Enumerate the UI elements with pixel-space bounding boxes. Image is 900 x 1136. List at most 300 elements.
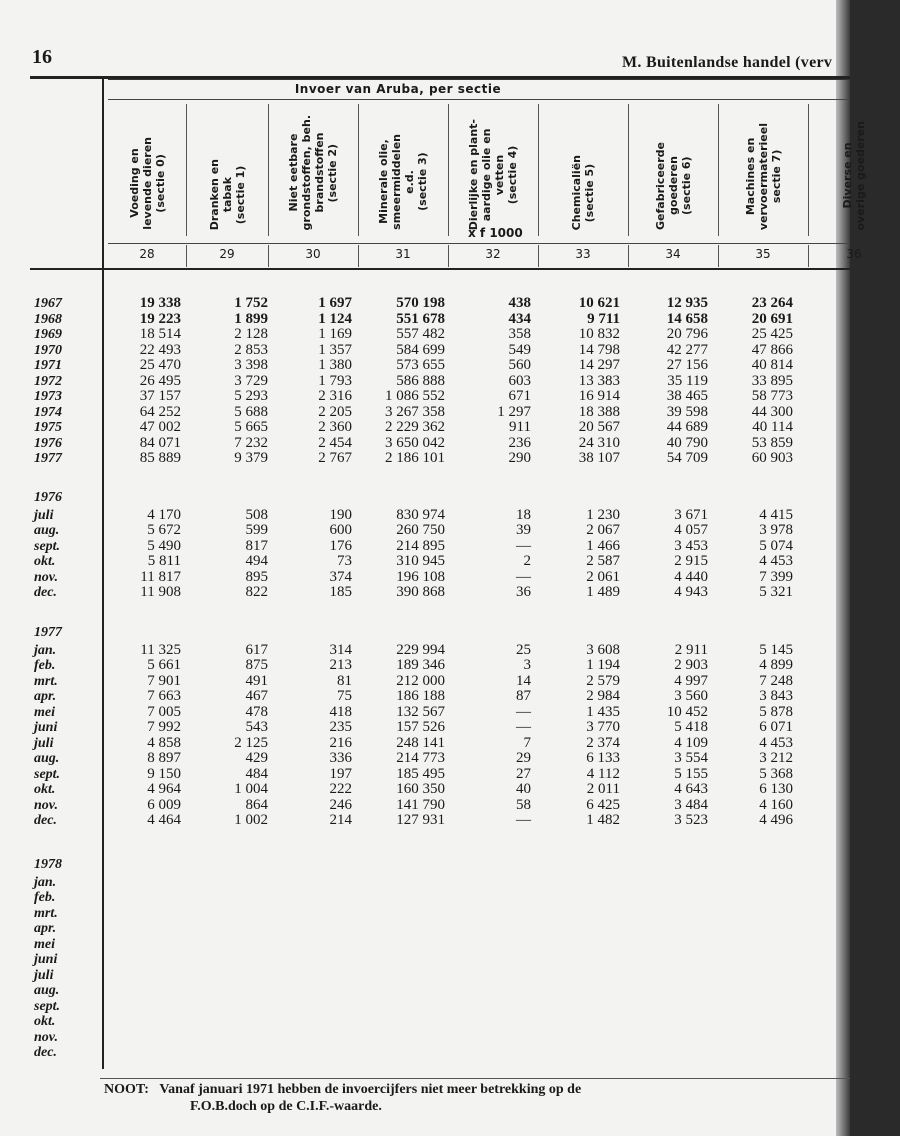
cell-col-30: 216 bbox=[329, 734, 352, 751]
cell-col-34: 4 440 bbox=[674, 568, 708, 585]
header-line: goederen bbox=[666, 156, 680, 216]
cell-col-32: 438 bbox=[508, 295, 531, 311]
cell-col-28: 11 817 bbox=[140, 568, 181, 585]
header-line: (sectie 1) bbox=[233, 165, 247, 224]
note-line-1 bbox=[104, 1082, 581, 1098]
header-line: (sectie 0) bbox=[153, 154, 167, 213]
cell-col-31: 248 141 bbox=[396, 734, 445, 751]
cell-col-34: 14 658 bbox=[666, 310, 708, 327]
row-label: sept. bbox=[34, 538, 61, 554]
cell-col-29: 1 002 bbox=[234, 812, 268, 828]
cell-col-34: 4 943 bbox=[674, 584, 708, 600]
cell-col-31: 573 655 bbox=[396, 357, 445, 373]
cell-col-35: 47 866 bbox=[751, 341, 793, 358]
cell-col-33: 2 374 bbox=[586, 734, 620, 751]
column-header-text bbox=[841, 121, 867, 231]
cell-col-31: 127 931 bbox=[396, 812, 445, 828]
cell-col-33: 1 482 bbox=[586, 812, 620, 828]
cell-col-32: 549 bbox=[508, 341, 531, 358]
cell-col-35: 53 859 bbox=[751, 434, 793, 451]
cell-col-30: 2 205 bbox=[318, 403, 352, 420]
cell-col-29: 494 bbox=[245, 553, 268, 569]
cell-col-35: 25 425 bbox=[751, 326, 793, 342]
cell-col-32: 40 bbox=[516, 781, 531, 797]
row-label: 1968 bbox=[34, 311, 62, 327]
header-top-line bbox=[108, 79, 850, 80]
cell-col-35: 3 212 bbox=[759, 750, 793, 766]
cell-col-28: 37 157 bbox=[139, 388, 181, 404]
cell-col-29: 2 128 bbox=[234, 326, 268, 342]
cell-col-33: 14 297 bbox=[578, 357, 620, 373]
column-divider bbox=[718, 104, 719, 236]
cell-col-31: 189 346 bbox=[396, 657, 445, 673]
cell-col-29: 2 853 bbox=[234, 341, 268, 358]
row-label: nov. bbox=[34, 797, 58, 813]
row-label: apr. bbox=[34, 689, 57, 704]
cell-col-31: 186 188 bbox=[396, 688, 445, 704]
cell-col-28: 6 009 bbox=[147, 796, 181, 813]
header-line: (sectie 3) bbox=[416, 152, 429, 212]
cell-col-30: 214 bbox=[329, 812, 352, 828]
cell-col-32: 3 bbox=[523, 657, 531, 673]
column-header-30 bbox=[268, 104, 358, 230]
header-line: overige goederen bbox=[854, 120, 867, 230]
cell-col-32: 358 bbox=[508, 326, 531, 342]
column-number-divider bbox=[358, 245, 359, 267]
cell-col-30: 176 bbox=[329, 537, 352, 554]
row-label: aug. bbox=[34, 523, 60, 538]
row-label: okt. bbox=[34, 782, 56, 797]
cell-col-33: 13 383 bbox=[578, 372, 620, 389]
cell-col-31: 185 495 bbox=[396, 765, 445, 782]
cell-col-28: 7 663 bbox=[147, 688, 181, 704]
cell-col-30: 190 bbox=[329, 506, 352, 523]
cell-col-32: 18 bbox=[516, 506, 531, 523]
cell-col-32: — bbox=[516, 812, 531, 828]
cell-col-32: 39 bbox=[516, 522, 531, 538]
cell-col-33: 1 489 bbox=[586, 584, 620, 600]
cell-col-29: 2 125 bbox=[234, 734, 268, 751]
row-label: sept. bbox=[34, 998, 61, 1014]
cell-col-30: 213 bbox=[329, 657, 352, 673]
cell-col-29: 467 bbox=[245, 688, 268, 704]
cell-col-31: 1 086 552 bbox=[385, 388, 445, 404]
cell-col-28: 47 002 bbox=[139, 419, 181, 435]
header-line: vervoermaterieel bbox=[756, 122, 770, 230]
cell-col-30: 1 793 bbox=[318, 372, 352, 389]
cell-col-31: 557 482 bbox=[396, 326, 445, 342]
cell-col-28: 4 964 bbox=[147, 781, 181, 797]
row-label: juli bbox=[34, 967, 54, 983]
column-divider bbox=[808, 104, 809, 236]
cell-col-32: 29 bbox=[516, 750, 531, 766]
cell-col-31: 229 994 bbox=[396, 641, 445, 658]
column-number-divider bbox=[186, 245, 187, 267]
row-label: dec. bbox=[34, 813, 57, 828]
header-line: Chemicaliën bbox=[570, 154, 583, 230]
cell-col-29: 429 bbox=[245, 750, 268, 766]
cell-col-29: 875 bbox=[245, 657, 268, 673]
header-line: sectie 7) bbox=[769, 149, 783, 204]
table-supertitle: Invoer van Aruba, per sectie bbox=[294, 82, 502, 96]
cell-col-34: 4 057 bbox=[674, 522, 708, 538]
cell-col-34: 42 277 bbox=[666, 341, 708, 358]
column-number-divider bbox=[718, 245, 719, 267]
cell-col-32: 603 bbox=[508, 372, 531, 389]
cell-col-33: 24 310 bbox=[578, 434, 620, 451]
cell-col-35: 5 878 bbox=[759, 703, 793, 720]
cell-col-33: 6 133 bbox=[586, 750, 620, 766]
column-divider bbox=[538, 104, 539, 236]
cell-col-33: 1 230 bbox=[586, 506, 620, 523]
cell-col-30: 235 bbox=[329, 719, 352, 735]
cell-col-34: 3 453 bbox=[674, 537, 708, 554]
cell-col-28: 84 071 bbox=[139, 434, 181, 451]
cell-col-32: 236 bbox=[508, 434, 531, 451]
row-label: sept. bbox=[34, 766, 61, 782]
cell-col-34: 44 689 bbox=[666, 419, 708, 435]
column-number-divider bbox=[628, 245, 629, 267]
cell-col-30: 314 bbox=[329, 641, 352, 658]
row-label: feb. bbox=[34, 890, 56, 905]
cell-col-31: 214 895 bbox=[396, 537, 445, 554]
cell-col-33: 2 067 bbox=[586, 522, 620, 538]
column-header-text bbox=[128, 137, 167, 230]
column-divider bbox=[448, 104, 449, 236]
cell-col-32: 671 bbox=[508, 388, 531, 404]
cell-col-29: 1 004 bbox=[234, 781, 268, 797]
cell-col-29: 599 bbox=[245, 522, 268, 538]
row-label: jan. bbox=[34, 642, 57, 658]
cell-col-28: 5 490 bbox=[147, 537, 181, 554]
cell-col-29: 1 899 bbox=[234, 310, 268, 327]
cell-col-30: 75 bbox=[337, 688, 352, 704]
cell-col-30: 1 697 bbox=[318, 295, 352, 311]
header-line: Machines en bbox=[743, 137, 757, 216]
cell-col-31: 390 868 bbox=[396, 584, 445, 600]
row-label: 1970 bbox=[34, 342, 62, 358]
cell-col-29: 864 bbox=[245, 796, 268, 813]
cell-col-33: 20 567 bbox=[578, 419, 620, 435]
cell-col-32: 36 bbox=[516, 584, 531, 600]
cell-col-29: 895 bbox=[245, 568, 268, 585]
cell-col-28: 19 338 bbox=[139, 295, 181, 311]
cell-col-34: 40 790 bbox=[666, 434, 708, 451]
column-number: 34 bbox=[665, 247, 681, 261]
cell-col-30: 185 bbox=[329, 584, 352, 600]
group-heading: 1976 bbox=[34, 490, 62, 505]
cell-col-32: 7 bbox=[523, 734, 531, 751]
cell-col-35: 5 321 bbox=[759, 584, 793, 600]
cell-col-32: — bbox=[516, 719, 531, 735]
cell-col-34: 39 598 bbox=[666, 403, 708, 420]
header-line: levende dieren bbox=[140, 137, 154, 230]
cell-col-28: 8 897 bbox=[147, 750, 181, 766]
cell-col-31: 132 567 bbox=[396, 703, 445, 720]
cell-col-28: 19 223 bbox=[139, 310, 181, 327]
cell-col-28: 18 514 bbox=[139, 326, 181, 342]
cell-col-34: 3 484 bbox=[674, 796, 708, 813]
column-divider bbox=[358, 104, 359, 236]
cell-col-28: 5 811 bbox=[147, 553, 181, 569]
column-header-text bbox=[377, 134, 429, 230]
cell-col-31: 157 526 bbox=[396, 719, 445, 735]
cell-col-28: 85 889 bbox=[139, 450, 181, 466]
column-number: 32 bbox=[485, 247, 501, 261]
cell-col-35: 20 691 bbox=[751, 310, 793, 327]
column-number-row-top bbox=[108, 243, 850, 244]
cell-col-34: 5 418 bbox=[674, 719, 708, 735]
cell-col-33: 3 770 bbox=[586, 719, 620, 735]
row-label: apr. bbox=[34, 921, 57, 936]
cell-col-34: 38 465 bbox=[666, 388, 708, 404]
row-label: juni bbox=[34, 720, 58, 735]
cell-col-34: 20 796 bbox=[666, 326, 708, 342]
cell-col-34: 2 911 bbox=[674, 641, 708, 658]
cell-col-31: 570 198 bbox=[396, 295, 445, 311]
cell-col-32: 911 bbox=[509, 419, 531, 435]
row-label: 1971 bbox=[34, 358, 62, 373]
cell-col-33: 2 579 bbox=[586, 672, 620, 689]
row-label: nov. bbox=[34, 1029, 58, 1045]
cell-col-29: 5 665 bbox=[234, 419, 268, 435]
cell-col-32: 25 bbox=[516, 641, 531, 658]
cell-col-32: 58 bbox=[516, 796, 531, 813]
header-line: grondstoffen, beh. bbox=[300, 114, 313, 230]
cell-col-31: 141 790 bbox=[396, 796, 445, 813]
row-label: mrt. bbox=[34, 905, 58, 921]
cell-col-33: 2 984 bbox=[586, 688, 620, 704]
cell-col-28: 26 495 bbox=[139, 372, 181, 389]
cell-col-29: 5 688 bbox=[234, 403, 268, 420]
cell-col-32: 2 bbox=[523, 553, 531, 569]
cell-col-30: 222 bbox=[329, 781, 352, 797]
row-label: 1972 bbox=[34, 373, 62, 389]
cell-col-30: 2 454 bbox=[318, 434, 352, 451]
page-number: 16 bbox=[32, 46, 52, 68]
cell-col-31: 160 350 bbox=[396, 781, 445, 797]
cell-col-34: 3 560 bbox=[674, 688, 708, 704]
cell-col-29: 617 bbox=[245, 641, 268, 658]
column-number: 35 bbox=[755, 247, 771, 261]
cell-col-30: 197 bbox=[329, 765, 352, 782]
cell-col-35: 7 248 bbox=[759, 672, 793, 689]
column-number-row-bottom bbox=[30, 268, 850, 270]
cell-col-33: 16 914 bbox=[578, 388, 620, 404]
header-line: (sectie 6) bbox=[679, 156, 693, 216]
cell-col-34: 2 915 bbox=[674, 553, 708, 569]
cell-col-35: 40 814 bbox=[751, 357, 793, 373]
cell-col-34: 54 709 bbox=[666, 450, 708, 466]
cell-col-29: 822 bbox=[245, 584, 268, 600]
cell-col-35: 5 145 bbox=[759, 641, 793, 658]
cell-col-34: 27 156 bbox=[666, 357, 708, 373]
cell-col-32: 87 bbox=[516, 688, 531, 704]
cell-col-31: 830 974 bbox=[396, 506, 445, 523]
cell-col-35: 4 453 bbox=[759, 734, 793, 751]
row-label: 1977 bbox=[34, 451, 62, 466]
cell-col-28: 64 252 bbox=[139, 403, 181, 420]
group-heading: 1977 bbox=[34, 625, 62, 640]
cell-col-32: — bbox=[516, 537, 531, 554]
cell-col-35: 4 899 bbox=[759, 657, 793, 673]
row-label: 1967 bbox=[34, 296, 62, 311]
column-header-33 bbox=[538, 104, 628, 230]
row-label: aug. bbox=[34, 983, 60, 998]
cell-col-34: 4 643 bbox=[674, 781, 708, 797]
table-bottom-line bbox=[100, 1078, 850, 1079]
cell-col-30: 1 380 bbox=[318, 357, 352, 373]
cell-col-30: 246 bbox=[329, 796, 352, 813]
cell-col-29: 484 bbox=[245, 765, 268, 782]
cell-col-28: 7 901 bbox=[147, 672, 181, 689]
page-title: M. Buitenlandse handel (verv bbox=[622, 54, 833, 71]
cell-col-31: 260 750 bbox=[396, 522, 445, 538]
unit-label: x f 1000 bbox=[468, 226, 523, 240]
column-divider bbox=[628, 104, 629, 236]
cell-col-29: 3 398 bbox=[234, 357, 268, 373]
column-number: 36 bbox=[846, 247, 862, 261]
column-header-text bbox=[570, 155, 596, 230]
cell-col-28: 11 325 bbox=[140, 641, 181, 658]
row-label: juli bbox=[34, 735, 54, 751]
cell-col-35: 3 843 bbox=[759, 688, 793, 704]
cell-col-34: 2 903 bbox=[674, 657, 708, 673]
cell-col-28: 4 170 bbox=[147, 506, 181, 523]
cell-col-31: 2 229 362 bbox=[385, 419, 445, 435]
column-header-text bbox=[287, 115, 339, 230]
cell-col-32: 27 bbox=[516, 765, 531, 782]
cell-col-32: 14 bbox=[516, 672, 531, 689]
cell-col-34: 3 554 bbox=[674, 750, 708, 766]
column-header-text bbox=[654, 142, 693, 230]
cell-col-33: 4 112 bbox=[586, 765, 620, 782]
column-divider bbox=[186, 104, 187, 236]
cell-col-31: 586 888 bbox=[396, 372, 445, 389]
cell-col-33: 18 388 bbox=[578, 403, 620, 420]
column-number-divider bbox=[448, 245, 449, 267]
cell-col-32: — bbox=[516, 703, 531, 720]
cell-col-32: 560 bbox=[508, 357, 531, 373]
cell-col-29: 508 bbox=[245, 506, 268, 523]
row-label: mei bbox=[34, 704, 55, 720]
cell-col-28: 25 470 bbox=[139, 357, 181, 373]
cell-col-35: 6 071 bbox=[759, 719, 793, 735]
cell-col-34: 4 109 bbox=[674, 734, 708, 751]
column-header-text bbox=[744, 123, 783, 230]
row-label: jan. bbox=[34, 874, 57, 890]
cell-col-28: 22 493 bbox=[139, 341, 181, 358]
column-number: 31 bbox=[395, 247, 411, 261]
cell-col-31: 3 267 358 bbox=[385, 403, 445, 420]
cell-col-32: 290 bbox=[508, 450, 531, 466]
cell-col-28: 7 005 bbox=[147, 703, 181, 720]
column-header-31 bbox=[358, 104, 448, 230]
row-label: juni bbox=[34, 952, 58, 967]
cell-col-33: 1 466 bbox=[586, 537, 620, 554]
column-header-34 bbox=[628, 104, 718, 230]
row-label: aug. bbox=[34, 751, 60, 766]
cell-col-30: 1 357 bbox=[318, 341, 352, 358]
cell-col-31: 3 650 042 bbox=[385, 434, 445, 451]
column-number: 29 bbox=[219, 247, 235, 261]
header-line: Diverse en bbox=[841, 142, 854, 209]
label-column-divider bbox=[102, 79, 104, 1069]
cell-col-30: 336 bbox=[329, 750, 352, 766]
column-header-29 bbox=[186, 104, 268, 230]
header-line: (sectie 2) bbox=[326, 142, 339, 202]
column-number: 30 bbox=[305, 247, 321, 261]
cell-col-29: 1 752 bbox=[234, 295, 268, 311]
cell-col-28: 11 908 bbox=[140, 584, 181, 600]
cell-col-30: 81 bbox=[337, 672, 352, 689]
cell-col-35: 40 114 bbox=[752, 419, 793, 435]
cell-col-30: 600 bbox=[329, 522, 352, 538]
header-separator bbox=[108, 99, 850, 100]
cell-col-29: 9 379 bbox=[234, 450, 268, 466]
row-label: 1969 bbox=[34, 327, 62, 342]
cell-col-33: 10 832 bbox=[578, 326, 620, 342]
cell-col-35: 60 903 bbox=[751, 450, 793, 466]
cell-col-31: 551 678 bbox=[396, 310, 445, 327]
cell-col-30: 2 767 bbox=[318, 450, 352, 466]
header-line: vetten bbox=[493, 154, 506, 195]
cell-col-28: 5 661 bbox=[147, 657, 181, 673]
cell-col-31: 212 000 bbox=[396, 672, 445, 689]
column-header-text bbox=[467, 119, 519, 230]
note-text-1: Vanaf januari 1971 hebben de invoercijfers niet meer betrekking op de bbox=[159, 1082, 582, 1097]
row-label: okt. bbox=[34, 554, 56, 569]
cell-col-35: 5 074 bbox=[759, 537, 793, 554]
cell-col-29: 7 232 bbox=[234, 434, 268, 451]
cell-col-28: 9 150 bbox=[147, 765, 181, 782]
group-heading: 1978 bbox=[34, 857, 62, 872]
note-text-2: F.O.B.doch op de C.I.F.-waarde. bbox=[190, 1099, 382, 1114]
cell-col-33: 2 061 bbox=[586, 568, 620, 585]
header-line: e.d. bbox=[403, 170, 416, 194]
cell-col-35: 6 130 bbox=[759, 781, 793, 797]
column-number-divider bbox=[268, 245, 269, 267]
column-header-32 bbox=[448, 104, 538, 230]
header-line: tabak bbox=[220, 176, 234, 213]
cell-col-29: 5 293 bbox=[234, 388, 268, 404]
row-label: dec. bbox=[34, 585, 57, 600]
row-label: 1975 bbox=[34, 420, 62, 435]
cell-col-31: 310 945 bbox=[396, 553, 445, 569]
row-label: nov. bbox=[34, 569, 58, 585]
cell-col-31: 584 699 bbox=[396, 341, 445, 358]
cell-col-33: 1 194 bbox=[586, 657, 620, 673]
header-line: Dierlijke en plant- bbox=[467, 118, 480, 230]
header-line: (sectie 4) bbox=[506, 145, 519, 204]
cell-col-35: 4 160 bbox=[759, 796, 793, 813]
cell-col-28: 4 858 bbox=[147, 734, 181, 751]
column-number: 28 bbox=[139, 247, 155, 261]
row-label: juli bbox=[34, 507, 54, 523]
cell-col-34: 10 452 bbox=[666, 703, 708, 720]
header-line: Gefabriceerde bbox=[653, 142, 667, 230]
cell-col-28: 5 672 bbox=[147, 522, 181, 538]
cell-col-35: 58 773 bbox=[751, 388, 793, 404]
row-label: 1976 bbox=[34, 435, 62, 451]
cell-col-29: 3 729 bbox=[234, 372, 268, 389]
column-header-text bbox=[208, 159, 247, 230]
cell-col-28: 4 464 bbox=[147, 812, 181, 828]
column-number: 33 bbox=[575, 247, 591, 261]
cell-col-33: 3 608 bbox=[586, 641, 620, 658]
cell-col-30: 1 124 bbox=[318, 310, 352, 327]
cell-col-30: 1 169 bbox=[318, 326, 352, 342]
